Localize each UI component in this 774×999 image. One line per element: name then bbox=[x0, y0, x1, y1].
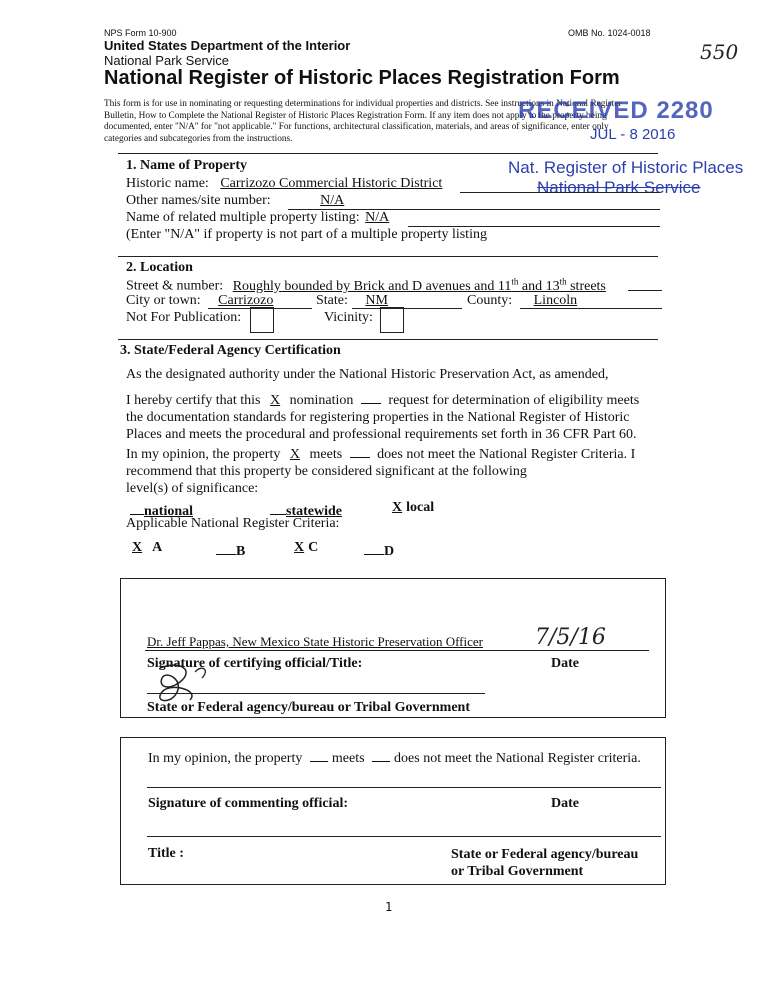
level-local[interactable] bbox=[388, 500, 434, 516]
vicinity-checkbox[interactable] bbox=[380, 307, 404, 333]
state-value[interactable]: NM bbox=[365, 293, 388, 308]
signature-line[interactable] bbox=[147, 787, 661, 788]
level-national-label: national bbox=[144, 504, 194, 519]
statewide-blank[interactable] bbox=[270, 500, 286, 515]
criterion-c[interactable] bbox=[290, 540, 318, 556]
intro-line: This form is for use in nominating or requesting determinations for individual properties and districts. See instructions in National Register bbox=[104, 99, 622, 109]
title-line[interactable] bbox=[147, 836, 661, 837]
criterion-c-label: C bbox=[308, 540, 319, 555]
opinion-text: does not meet the National Register Criteria. I bbox=[377, 447, 636, 462]
cert-text: nomination bbox=[289, 393, 354, 408]
commenting-text: In my opinion, the property bbox=[148, 751, 303, 766]
city-value[interactable]: Carrizozo bbox=[218, 293, 274, 308]
handwritten-number: 550 bbox=[700, 40, 739, 64]
opinion-line bbox=[126, 443, 635, 463]
national-blank[interactable] bbox=[130, 500, 144, 515]
signed-date: 7/5/16 bbox=[535, 625, 606, 650]
commenting-title-label: Title : bbox=[148, 846, 184, 861]
commenting-not-meet-blank[interactable] bbox=[372, 747, 390, 762]
state-row bbox=[316, 293, 388, 309]
form-number: NPS Form 10-900 bbox=[104, 28, 177, 38]
section1-note: (Enter "N/A" if property is not part of a multiple property listing bbox=[126, 227, 487, 242]
nomination-mark[interactable]: X bbox=[270, 393, 281, 408]
level-local-label: local bbox=[406, 500, 435, 515]
criterion-b-blank[interactable] bbox=[216, 540, 236, 555]
other-names-value[interactable]: N/A bbox=[320, 193, 345, 208]
service-name: National Park Service bbox=[104, 53, 229, 68]
street-row bbox=[126, 276, 606, 295]
criterion-b[interactable] bbox=[216, 540, 245, 560]
received-date-stamp: JUL - 8 2016 bbox=[590, 126, 676, 143]
opinion-text: In my opinion, the property bbox=[126, 447, 281, 462]
commenting-text: meets bbox=[331, 751, 365, 766]
not-for-publication-label: Not For Publication: bbox=[126, 310, 242, 325]
historic-name-label: Historic name: bbox=[126, 176, 209, 191]
other-names-label: Other names/site number: bbox=[126, 193, 271, 208]
criterion-d-blank[interactable] bbox=[364, 540, 384, 555]
form-title: National Register of Historic Places Registration Form bbox=[104, 67, 620, 89]
field-line bbox=[628, 290, 662, 291]
received-stamp: RECEIVED 2280 bbox=[518, 97, 714, 124]
state-label: State: bbox=[316, 293, 348, 308]
criterion-a-label: A bbox=[152, 540, 163, 555]
historic-name-row bbox=[126, 176, 442, 192]
commenting-agency-label bbox=[451, 846, 638, 880]
certifying-official-name: Dr. Jeff Pappas, New Mexico State Historic Preservation Officer bbox=[147, 634, 483, 649]
certification-paragraph bbox=[126, 389, 639, 443]
local-mark: X bbox=[392, 500, 403, 515]
criterion-d[interactable] bbox=[364, 540, 394, 560]
stamp-service: National Park Service bbox=[537, 178, 701, 197]
criterion-d-label: D bbox=[384, 544, 395, 559]
opinion-text: meets bbox=[309, 447, 343, 462]
county-row bbox=[467, 293, 577, 309]
street-superscript: th bbox=[511, 276, 519, 286]
intro-line: Bulletin, How to Complete the National Register of Historic Places Registration Form. If any item does not apply to the property being bbox=[104, 110, 607, 121]
street-value[interactable] bbox=[232, 276, 606, 294]
related-listing-row bbox=[126, 210, 389, 226]
level-statewide-label: statewide bbox=[286, 504, 342, 519]
field-line bbox=[460, 192, 660, 193]
request-blank[interactable] bbox=[361, 389, 381, 404]
street-label: Street & number: bbox=[126, 278, 224, 294]
related-listing-label: Name of related multiple property listing: bbox=[126, 210, 360, 225]
section3-heading: 3. State/Federal Agency Certification bbox=[120, 343, 341, 358]
certification-line bbox=[126, 389, 639, 409]
section2-heading: 2. Location bbox=[126, 260, 193, 275]
divider bbox=[118, 153, 658, 154]
divider bbox=[118, 339, 658, 340]
commenting-opinion bbox=[148, 747, 641, 767]
street-superscript: th bbox=[559, 276, 567, 286]
certifying-signature-label: Signature of certifying official/Title: bbox=[147, 656, 363, 671]
criterion-c-mark: X bbox=[294, 540, 305, 555]
criteria-label: Applicable National Register Criteria: bbox=[126, 516, 340, 531]
stamp-register: Nat. Register of Historic Places bbox=[508, 158, 744, 177]
certifying-date-label: Date bbox=[551, 656, 579, 671]
criterion-b-label: B bbox=[236, 544, 246, 559]
field-line bbox=[352, 308, 462, 309]
opinion-line: recommend that this property be considered significant at the following bbox=[126, 464, 527, 479]
opinion-paragraph bbox=[126, 443, 635, 497]
signature-line[interactable] bbox=[145, 650, 649, 651]
commenting-date-label: Date bbox=[551, 796, 579, 811]
street-text: and 13 bbox=[518, 278, 560, 294]
street-text: streets bbox=[566, 278, 606, 294]
does-not-meet-blank[interactable] bbox=[350, 443, 370, 458]
criterion-a-mark: X bbox=[132, 540, 143, 555]
omb-number: OMB No. 1024-0018 bbox=[568, 28, 651, 38]
commenting-signature-label: Signature of commenting official: bbox=[148, 796, 348, 811]
vicinity-label: Vicinity: bbox=[324, 310, 373, 325]
commenting-text: does not meet the National Register criteria. bbox=[394, 751, 641, 766]
department-name: United States Department of the Interior bbox=[104, 38, 351, 53]
divider bbox=[118, 256, 658, 257]
street-text: Roughly bounded by Brick and D avenues and 11 bbox=[232, 278, 512, 294]
agency-label-line: State or Federal agency/bureau bbox=[451, 847, 639, 862]
agency-line[interactable] bbox=[147, 693, 485, 694]
agency-label-line: or Tribal Government bbox=[451, 864, 584, 879]
county-value[interactable]: Lincoln bbox=[533, 293, 578, 308]
authority-statement: As the designated authority under the National Historic Preservation Act, as amended, bbox=[126, 367, 609, 382]
opinion-line: level(s) of significance: bbox=[126, 481, 259, 496]
cert-text: I hereby certify that this bbox=[126, 393, 261, 408]
certification-line: the documentation standards for registering properties in the National Register of Historic bbox=[126, 410, 630, 425]
intro-line: categories and subcategories from the instructions. bbox=[104, 133, 293, 144]
cert-text: request for determination of eligibility meets bbox=[388, 393, 640, 408]
related-listing-value[interactable]: N/A bbox=[365, 210, 390, 225]
field-line bbox=[520, 308, 662, 309]
page-number: 1 bbox=[385, 900, 393, 914]
certification-line: Places and meets the procedural and professional requirements set forth in 36 CFR Part 60. bbox=[126, 427, 637, 442]
commenting-meets-blank[interactable] bbox=[310, 747, 328, 762]
historic-name-value[interactable]: Carrizozo Commercial Historic District bbox=[220, 176, 443, 191]
meets-mark[interactable]: X bbox=[289, 447, 300, 462]
not-for-publication-checkbox[interactable] bbox=[250, 307, 274, 333]
criterion-a[interactable] bbox=[128, 540, 162, 556]
city-label: City or town: bbox=[126, 293, 201, 308]
other-names-row bbox=[126, 193, 344, 209]
intro-line: documented, enter "N/A" for "not applicable." For functions, architectural classification, materials, and areas of significance, enter only bbox=[104, 122, 609, 132]
certifying-agency-label: State or Federal agency/bureau or Tribal Government bbox=[147, 700, 471, 715]
county-label: County: bbox=[467, 293, 513, 308]
section1-heading: 1. Name of Property bbox=[126, 158, 248, 173]
